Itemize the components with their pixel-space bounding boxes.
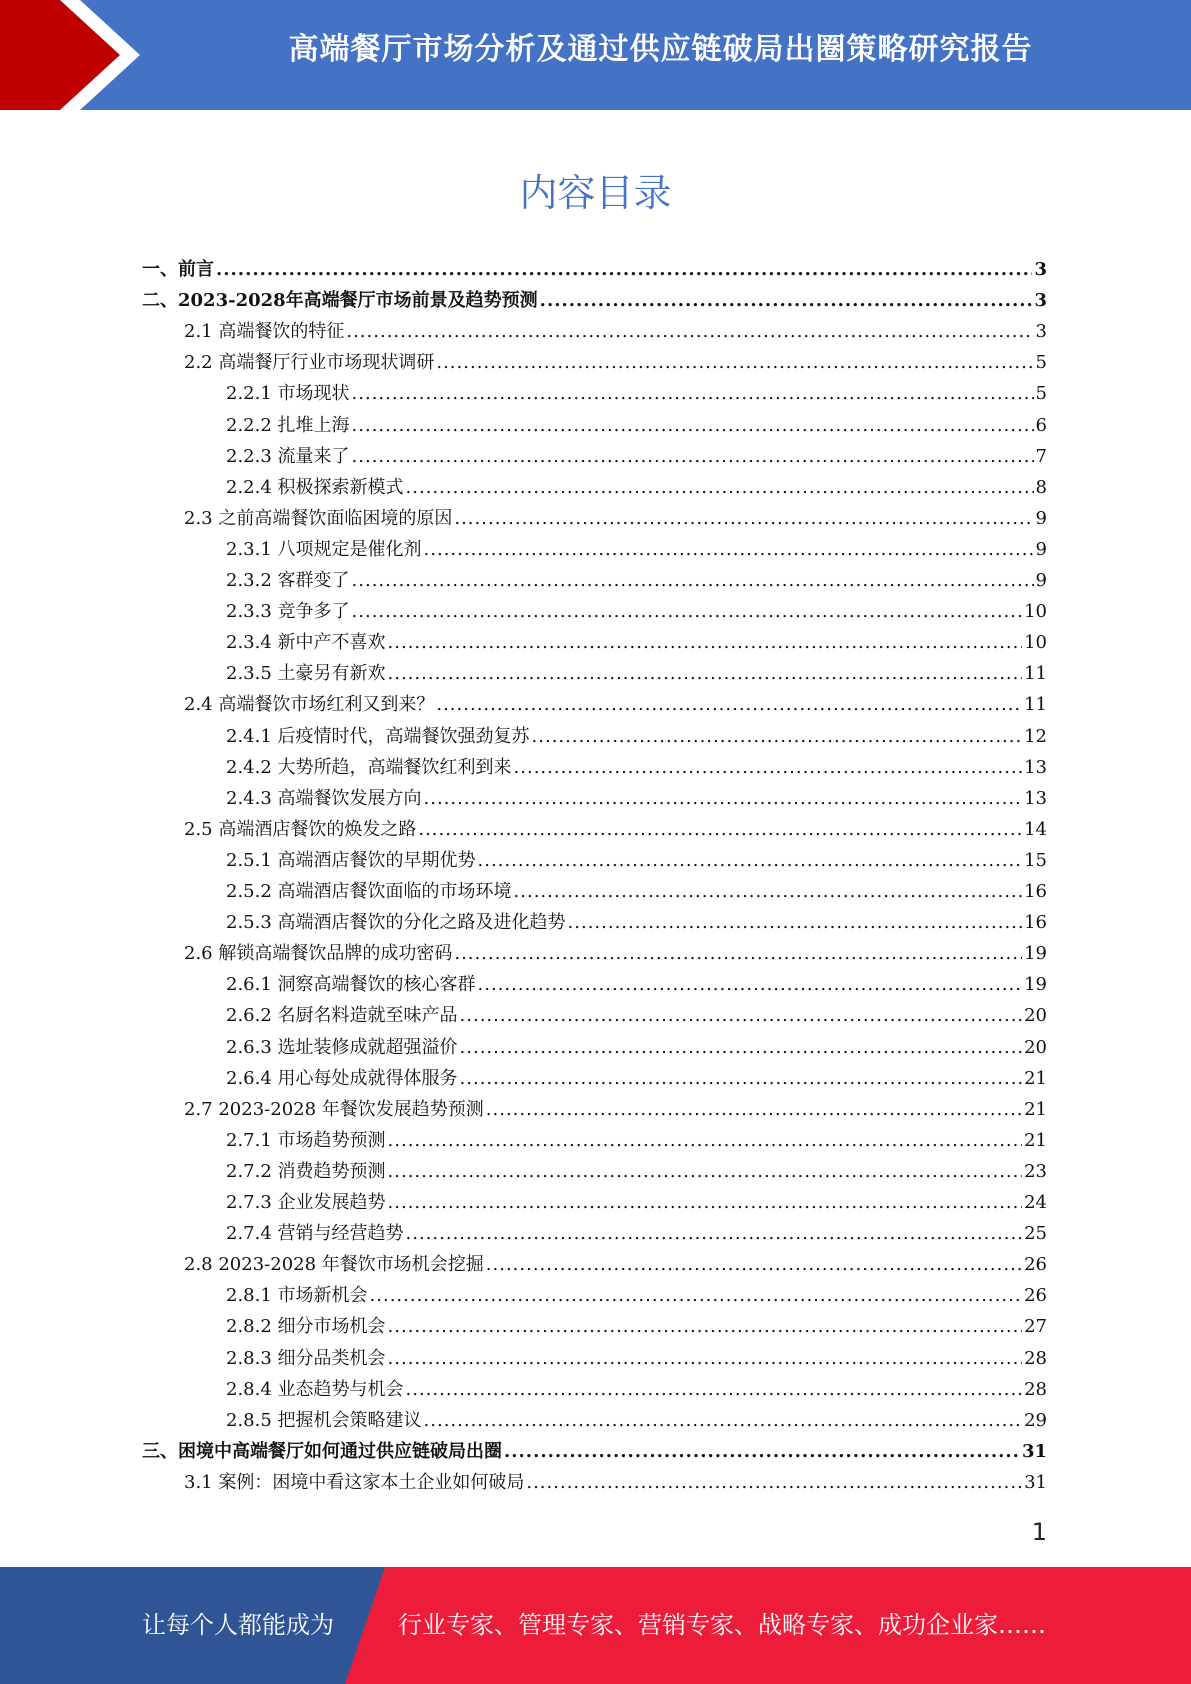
toc-entry[interactable] <box>226 1000 1047 1031</box>
toc-entry-page: 9 <box>1035 570 1047 591</box>
toc-entry[interactable] <box>184 347 1047 378</box>
toc-entry-number: 二、 <box>142 290 178 312</box>
toc-entry-number: 2.6.4 <box>226 1067 278 1089</box>
toc-entry[interactable] <box>184 503 1047 534</box>
toc-dot-leader <box>486 1249 1022 1280</box>
toc-entry-page: 20 <box>1024 1005 1047 1027</box>
toc-dot-leader <box>526 1467 1022 1498</box>
toc-entry-page: 15 <box>1024 849 1047 871</box>
toc-entry-page: 9 <box>1035 507 1047 529</box>
toc-entry-title: 营销与经营趋势 <box>277 1223 404 1245</box>
toc-entry-page: 3 <box>1034 290 1047 312</box>
toc-entry-title: 细分市场机会 <box>277 1316 386 1338</box>
toc-entry[interactable] <box>226 969 1047 1000</box>
toc-dot-leader <box>352 596 1023 627</box>
toc-entry-title: 八项规定是催化剂 <box>277 538 422 560</box>
toc-dot-leader <box>352 410 1034 441</box>
toc-entry-page: 10 <box>1024 601 1047 623</box>
toc-entry[interactable] <box>226 1032 1047 1063</box>
toc-dot-leader <box>352 565 1034 596</box>
toc-dot-leader <box>568 907 1023 938</box>
toc-entry-title: 用心每处成就得体服务 <box>277 1067 458 1089</box>
toc-entry-page: 23 <box>1024 1160 1047 1182</box>
toc-entry-title: 细分品类机会 <box>277 1347 386 1369</box>
toc-entry-number: 2.2.2 <box>226 414 278 436</box>
toc-entry-number: 2.3.2 <box>226 570 278 591</box>
toc-entry-page: 24 <box>1024 1192 1047 1213</box>
toc-entry-number: 2.3.4 <box>226 632 278 654</box>
toc-entry-page: 26 <box>1024 1285 1047 1307</box>
toc-entry[interactable] <box>184 689 1047 720</box>
toc-dot-leader <box>514 876 1023 907</box>
toc-entry[interactable] <box>226 534 1047 565</box>
toc-entry[interactable] <box>226 410 1047 441</box>
header-arrow-decoration <box>0 0 160 110</box>
toc-entry-number: 2.4.3 <box>226 787 278 809</box>
toc-entry-number: 2.8.5 <box>226 1409 278 1431</box>
toc-entry-page: 16 <box>1024 912 1047 934</box>
toc-entry-number: 2.4.2 <box>226 756 278 778</box>
toc-dot-leader <box>436 689 1022 720</box>
toc-entry-page: 21 <box>1024 1098 1047 1120</box>
toc-entry-title: 高端餐厅行业市场现状调研 <box>218 352 435 374</box>
toc-entry-title: 解锁高端餐饮品牌的成功密码 <box>218 943 453 965</box>
toc-entry[interactable] <box>226 1125 1047 1156</box>
toc-entry-title: 高端酒店餐饮的焕发之路 <box>218 818 417 840</box>
toc-entry[interactable] <box>226 1405 1047 1436</box>
toc-entry-number: 2.3.5 <box>226 663 278 685</box>
toc-dot-leader <box>486 1094 1022 1125</box>
toc-entry-title: 高端餐饮的特征 <box>218 321 345 343</box>
toc-entry[interactable] <box>142 254 1047 285</box>
toc-entry[interactable] <box>226 1311 1047 1342</box>
toc-entry-title: 2023-2028 年餐饮市场机会挖掘 <box>218 1254 484 1276</box>
toc-dot-leader <box>388 1343 1023 1374</box>
footer-slogan-left: 让每个人都能成为 <box>142 1611 334 1639</box>
toc-entry-title: 把握机会策略建议 <box>277 1409 422 1431</box>
toc-entry[interactable] <box>142 1436 1047 1467</box>
toc-entry-title: 消费趋势预测 <box>277 1160 386 1182</box>
toc-dot-leader <box>352 441 1034 472</box>
toc-entry-page: 8 <box>1035 476 1047 498</box>
toc-entry-number: 2.2 <box>184 352 219 374</box>
toc-entry-title: 新中产不喜欢 <box>277 632 386 654</box>
toc-dot-leader <box>532 721 1023 752</box>
toc-entry[interactable] <box>226 378 1047 409</box>
toc-dot-leader <box>406 472 1034 503</box>
toc-entry-number: 2.4 <box>184 694 219 716</box>
toc-entry-page: 5 <box>1035 352 1047 374</box>
toc-entry-page: 28 <box>1024 1347 1047 1369</box>
toc-entry-page: 26 <box>1024 1254 1047 1276</box>
toc-entry-number: 2.8.1 <box>226 1285 278 1307</box>
toc-entry[interactable] <box>226 752 1047 783</box>
toc-entry-page: 5 <box>1035 383 1047 405</box>
toc-entry[interactable] <box>226 876 1047 907</box>
toc-entry[interactable] <box>226 907 1047 938</box>
toc-entry-title: 困境中高端餐厅如何通过供应链破局出圈 <box>178 1440 502 1462</box>
toc-entry-title: 积极探索新模式 <box>277 476 404 498</box>
toc-entry-title: 流量来了 <box>277 445 350 467</box>
toc-dot-leader <box>406 1374 1023 1405</box>
toc-entry-number: 2.6.2 <box>226 1005 278 1027</box>
toc-entry-number: 2.3 <box>184 507 219 529</box>
toc-entry-title: 选址装修成就超强溢价 <box>277 1036 458 1058</box>
toc-entry-number: 2.7.3 <box>226 1192 278 1213</box>
toc-entry-page: 13 <box>1024 787 1047 809</box>
toc-entry-page: 9 <box>1035 538 1047 560</box>
toc-dot-leader <box>424 783 1023 814</box>
toc-dot-leader <box>388 627 1023 658</box>
toc-entry-page: 25 <box>1024 1223 1047 1245</box>
toc-entry-page: 12 <box>1024 725 1047 747</box>
toc-entry[interactable] <box>226 627 1047 658</box>
toc-entry-number: 2.7.2 <box>226 1160 278 1182</box>
toc-entry-title: 市场现状 <box>277 383 350 405</box>
toc-dot-leader <box>460 1000 1023 1031</box>
toc-entry-page: 11 <box>1024 663 1047 685</box>
report-header <box>0 0 1191 110</box>
toc-entry-number: 2.5.3 <box>226 912 278 934</box>
toc-entry-number: 一、 <box>142 259 178 280</box>
toc-entry-number: 2.5.1 <box>226 849 278 871</box>
toc-entry-title: 竞争多了 <box>277 601 350 623</box>
toc-entry-page: 11 <box>1024 694 1047 716</box>
toc-entry-number: 2.2.1 <box>226 383 278 405</box>
toc-entry-page: 19 <box>1024 974 1047 996</box>
toc-entry-page: 16 <box>1024 881 1047 902</box>
toc-entry[interactable] <box>226 472 1047 503</box>
toc-dot-leader <box>478 845 1023 876</box>
toc-entry-number: 2.6.1 <box>226 974 278 996</box>
toc-entry-number: 2.2.3 <box>226 445 278 467</box>
toc-entry-title: 前言 <box>178 259 214 280</box>
toc-dot-leader <box>352 378 1034 409</box>
toc-entry[interactable] <box>184 814 1047 845</box>
toc-entry-page: 19 <box>1024 943 1047 965</box>
toc-entry-page: 6 <box>1035 414 1047 436</box>
toc-dot-leader <box>370 1280 1023 1311</box>
toc-entry-page: 21 <box>1024 1067 1047 1089</box>
toc-entry-page: 20 <box>1024 1036 1047 1058</box>
toc-dot-leader <box>388 658 1023 689</box>
toc-dot-leader <box>454 938 1022 969</box>
toc-entry-number: 2.1 <box>184 321 219 343</box>
toc-entry-title: 名厨名料造就至味产品 <box>277 1005 458 1027</box>
toc-dot-leader <box>454 503 1033 534</box>
toc-dot-leader <box>514 752 1023 783</box>
toc-entry-title: 土豪另有新欢 <box>277 663 386 685</box>
toc-entry[interactable] <box>226 1343 1047 1374</box>
toc-entry-page: 14 <box>1024 818 1047 840</box>
toc-entry-page: 13 <box>1024 756 1047 778</box>
toc-entry-number: 2.5 <box>184 818 219 840</box>
toc-entry-title: 2023-2028年高端餐厅市场前景及趋势预测 <box>178 290 538 312</box>
toc-entry-number: 2.8.3 <box>226 1347 278 1369</box>
toc-entry[interactable] <box>226 658 1047 689</box>
toc-entry[interactable] <box>184 1467 1047 1498</box>
toc-entry-title: 案例：困境中看这家本土企业如何破局 <box>218 1471 525 1493</box>
toc-entry-title: 高端酒店餐饮面临的市场环境 <box>277 881 512 902</box>
toc-entry-title: 市场新机会 <box>277 1285 368 1307</box>
toc-entry-number: 2.5.2 <box>226 881 278 902</box>
toc-entry[interactable] <box>226 1156 1047 1187</box>
toc-dot-leader <box>216 254 1032 285</box>
toc-entry-title: 市场趋势预测 <box>277 1129 386 1151</box>
toc-entry[interactable] <box>226 1280 1047 1311</box>
toc-entry-number: 2.2.4 <box>226 476 278 498</box>
toc-entry-page: 31 <box>1024 1471 1047 1493</box>
toc-entry-number: 2.8.4 <box>226 1378 278 1400</box>
toc-entry-page: 28 <box>1024 1378 1047 1400</box>
toc-entry-title: 洞察高端餐饮的核心客群 <box>277 974 476 996</box>
toc-dot-leader <box>478 969 1023 1000</box>
toc-entry-number: 2.7.1 <box>226 1129 278 1151</box>
toc-entry-number: 2.6 <box>184 943 219 965</box>
toc-entry[interactable] <box>142 285 1047 316</box>
toc-entry-number: 2.8 <box>184 1254 219 1276</box>
toc-entry[interactable] <box>226 596 1047 627</box>
toc-entry-number: 2.7 <box>184 1098 219 1120</box>
toc-entry-page: 3 <box>1035 321 1047 343</box>
toc-entry[interactable] <box>226 1187 1047 1218</box>
toc-entry[interactable] <box>184 1249 1047 1280</box>
footer-slogan-right: 行业专家、管理专家、营销专家、战略专家、成功企业家…… <box>398 1611 1046 1639</box>
toc-entry-title: 客群变了 <box>277 570 350 591</box>
toc-dot-leader <box>460 1032 1023 1063</box>
toc-entry-title: 大势所趋，高端餐饮红利到来 <box>277 756 512 778</box>
toc-entry[interactable] <box>226 1374 1047 1405</box>
toc-heading: 内容目录 <box>519 171 672 215</box>
toc-entry[interactable] <box>226 1218 1047 1249</box>
toc-dot-leader <box>424 534 1034 565</box>
toc-entry-number: 3.1 <box>184 1471 219 1493</box>
toc-entry-number: 2.6.3 <box>226 1036 278 1058</box>
toc-dot-leader <box>424 1405 1023 1436</box>
toc-dot-leader <box>504 1436 1020 1467</box>
toc-dot-leader <box>388 1187 1023 1218</box>
toc-dot-leader <box>406 1218 1023 1249</box>
toc-dot-leader <box>460 1063 1023 1094</box>
toc-entry-title: 2023-2028 年餐饮发展趋势预测 <box>218 1098 484 1120</box>
toc-dot-leader <box>346 316 1033 347</box>
toc-entry[interactable] <box>226 1063 1047 1094</box>
toc-entry-page: 31 <box>1021 1440 1047 1462</box>
toc-entry-title: 高端酒店餐饮的分化之路及进化趋势 <box>277 912 566 934</box>
toc-entry-title: 高端酒店餐饮的早期优势 <box>277 849 476 871</box>
toc-dot-leader <box>388 1125 1023 1156</box>
toc-entry-title: 后疫情时代，高端餐饮强劲复苏 <box>277 725 530 747</box>
toc-entry-page: 10 <box>1024 632 1047 654</box>
toc-dot-leader <box>436 347 1033 378</box>
toc-entry-title: 业态趋势与机会 <box>277 1378 404 1400</box>
toc-dot-leader <box>388 1156 1023 1187</box>
toc-entry[interactable] <box>184 938 1047 969</box>
toc-entry-title: 之前高端餐饮面临困境的原因 <box>218 507 453 529</box>
toc-dot-leader <box>540 285 1033 316</box>
toc-dot-leader <box>418 814 1022 845</box>
toc-entry[interactable] <box>184 316 1047 347</box>
toc-entry-page: 7 <box>1035 445 1047 467</box>
toc-dot-leader <box>388 1311 1023 1342</box>
toc-entry[interactable] <box>226 441 1047 472</box>
toc-entry-number: 2.7.4 <box>226 1223 278 1245</box>
toc-entry-number: 2.8.2 <box>226 1316 278 1338</box>
toc-entry-title: 高端餐饮市场红利又到来？ <box>218 694 435 716</box>
toc-entry[interactable] <box>184 1094 1047 1125</box>
toc-entry[interactable] <box>226 565 1047 596</box>
toc-entry-page: 29 <box>1024 1409 1047 1431</box>
page-number: 1 <box>1031 1518 1047 1546</box>
toc-entry-page: 3 <box>1034 259 1047 280</box>
toc-entry-number: 三、 <box>142 1440 178 1462</box>
toc-entry[interactable] <box>226 783 1047 814</box>
toc-entry-title: 企业发展趋势 <box>277 1192 386 1213</box>
toc-entry[interactable] <box>226 845 1047 876</box>
toc-entry-page: 27 <box>1024 1316 1047 1338</box>
report-footer <box>0 1567 1191 1684</box>
toc-entry[interactable] <box>226 721 1047 752</box>
toc-entry-page: 21 <box>1024 1129 1047 1151</box>
toc-entry-title: 高端餐饮发展方向 <box>277 787 422 809</box>
toc-entry-title: 扎堆上海 <box>277 414 350 436</box>
toc-entry-number: 2.3.3 <box>226 601 278 623</box>
toc-entry-number: 2.4.1 <box>226 725 278 747</box>
report-title: 高端餐厅市场分析及通过供应链破局出圈策略研究报告 <box>288 32 1033 67</box>
toc-entry-number: 2.3.1 <box>226 538 278 560</box>
